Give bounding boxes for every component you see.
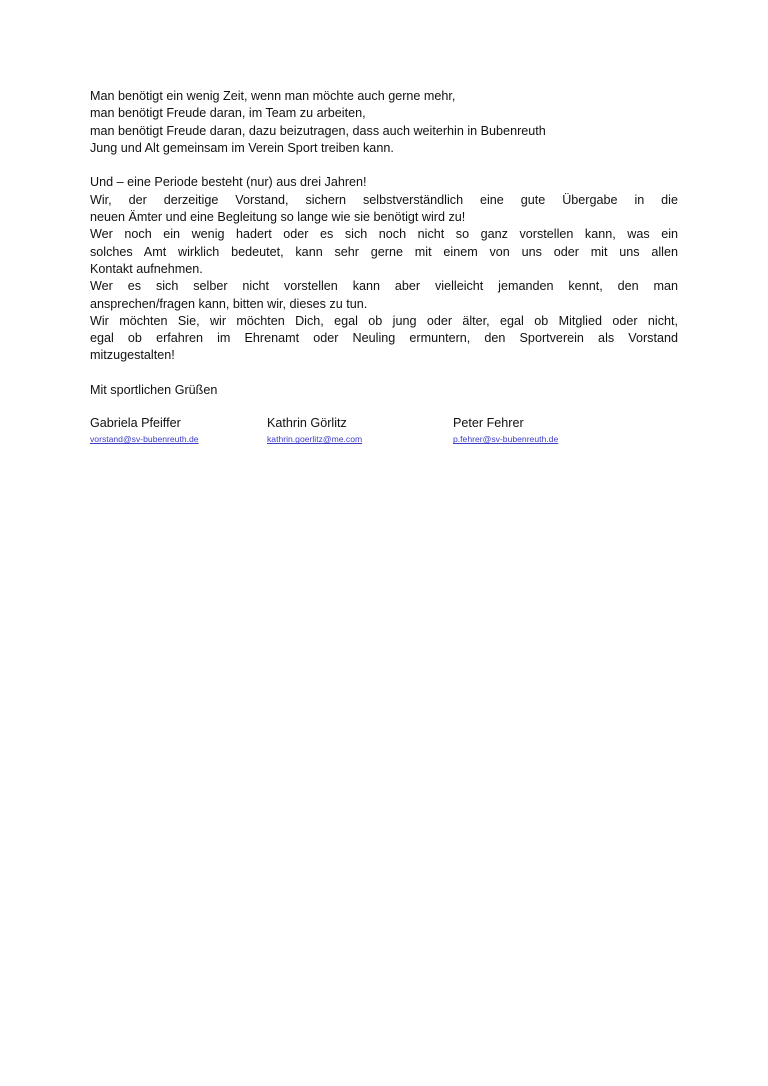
paragraph-intro-line: man benötigt Freude daran, dazu beizutragen, dass auch weiterhin in Bubenreuth (90, 123, 546, 138)
signature-block (90, 415, 678, 459)
signature-entry (267, 415, 362, 445)
signatory-email-link[interactable]: p.fehrer@sv-bubenreuth.de (453, 434, 559, 445)
paragraph-appeal-line: mitzugestalten! (90, 348, 175, 363)
paragraph-intro-line: Jung und Alt gemeinsam im Verein Sport treiben kann. (90, 140, 394, 155)
paragraph-appeal-line: Und – eine Periode besteht (nur) aus drei Jahren! (90, 175, 367, 190)
paragraph-intro-line: man benötigt Freude daran, im Team zu arbeiten, (90, 106, 366, 121)
signature-spacer (90, 399, 678, 415)
document-content (90, 88, 678, 459)
paragraph-appeal-line: ansprechen/fragen kann, bitten wir, dieses zu tun. (90, 296, 368, 311)
paragraph-appeal-line: Wir, der derzeitige Vorstand, sichern selbstverständlich eine gute Übergabe in die (90, 192, 678, 207)
paragraph-appeal-line: solches Amt wirklich bedeutet, kann sehr gerne mit einem von uns oder mit uns allen (90, 244, 678, 259)
paragraph-intro-line: Man benötigt ein wenig Zeit, wenn man möchte auch gerne mehr, (90, 89, 456, 103)
paragraph-appeal-line: egal ob erfahren im Ehrenamt oder Neuling ermuntern, den Sportverein als Vorstand (90, 331, 678, 346)
signatory-name: Gabriela Pfeiffer (90, 416, 181, 431)
signatory-email-link[interactable]: kathrin.goerlitz@me.com (267, 434, 363, 445)
signature-entry (90, 415, 199, 445)
paragraph-spacer (90, 157, 678, 174)
signature-entry (453, 415, 558, 445)
signatory-name: Peter Fehrer (453, 416, 524, 431)
paragraph-appeal-line: Wir möchten Sie, wir möchten Dich, egal ob jung oder älter, egal ob Mitglied oder nicht, (90, 313, 678, 328)
paragraph-appeal (90, 174, 678, 364)
signatory-email-link[interactable]: vorstand@sv-bubenreuth.de (90, 434, 199, 445)
signatory-name: Kathrin Görlitz (267, 416, 347, 431)
paragraph-appeal-line: Wer es sich selber nicht vorstellen kann aber vielleicht jemanden kennt, den man (90, 279, 678, 294)
closing-salutation: Mit sportlichen Grüßen (90, 383, 218, 398)
paragraph-appeal-line: neuen Ämter und eine Begleitung so lange wie sie benötigt wird zu! (90, 210, 466, 225)
paragraph-intro (90, 88, 678, 157)
paragraph-appeal-line: Wer noch ein wenig hadert oder es sich noch nicht so ganz vorstellen kann, was ein (90, 227, 678, 242)
paragraph-spacer (90, 365, 678, 382)
paragraph-appeal-line: Kontakt aufnehmen. (90, 261, 203, 276)
